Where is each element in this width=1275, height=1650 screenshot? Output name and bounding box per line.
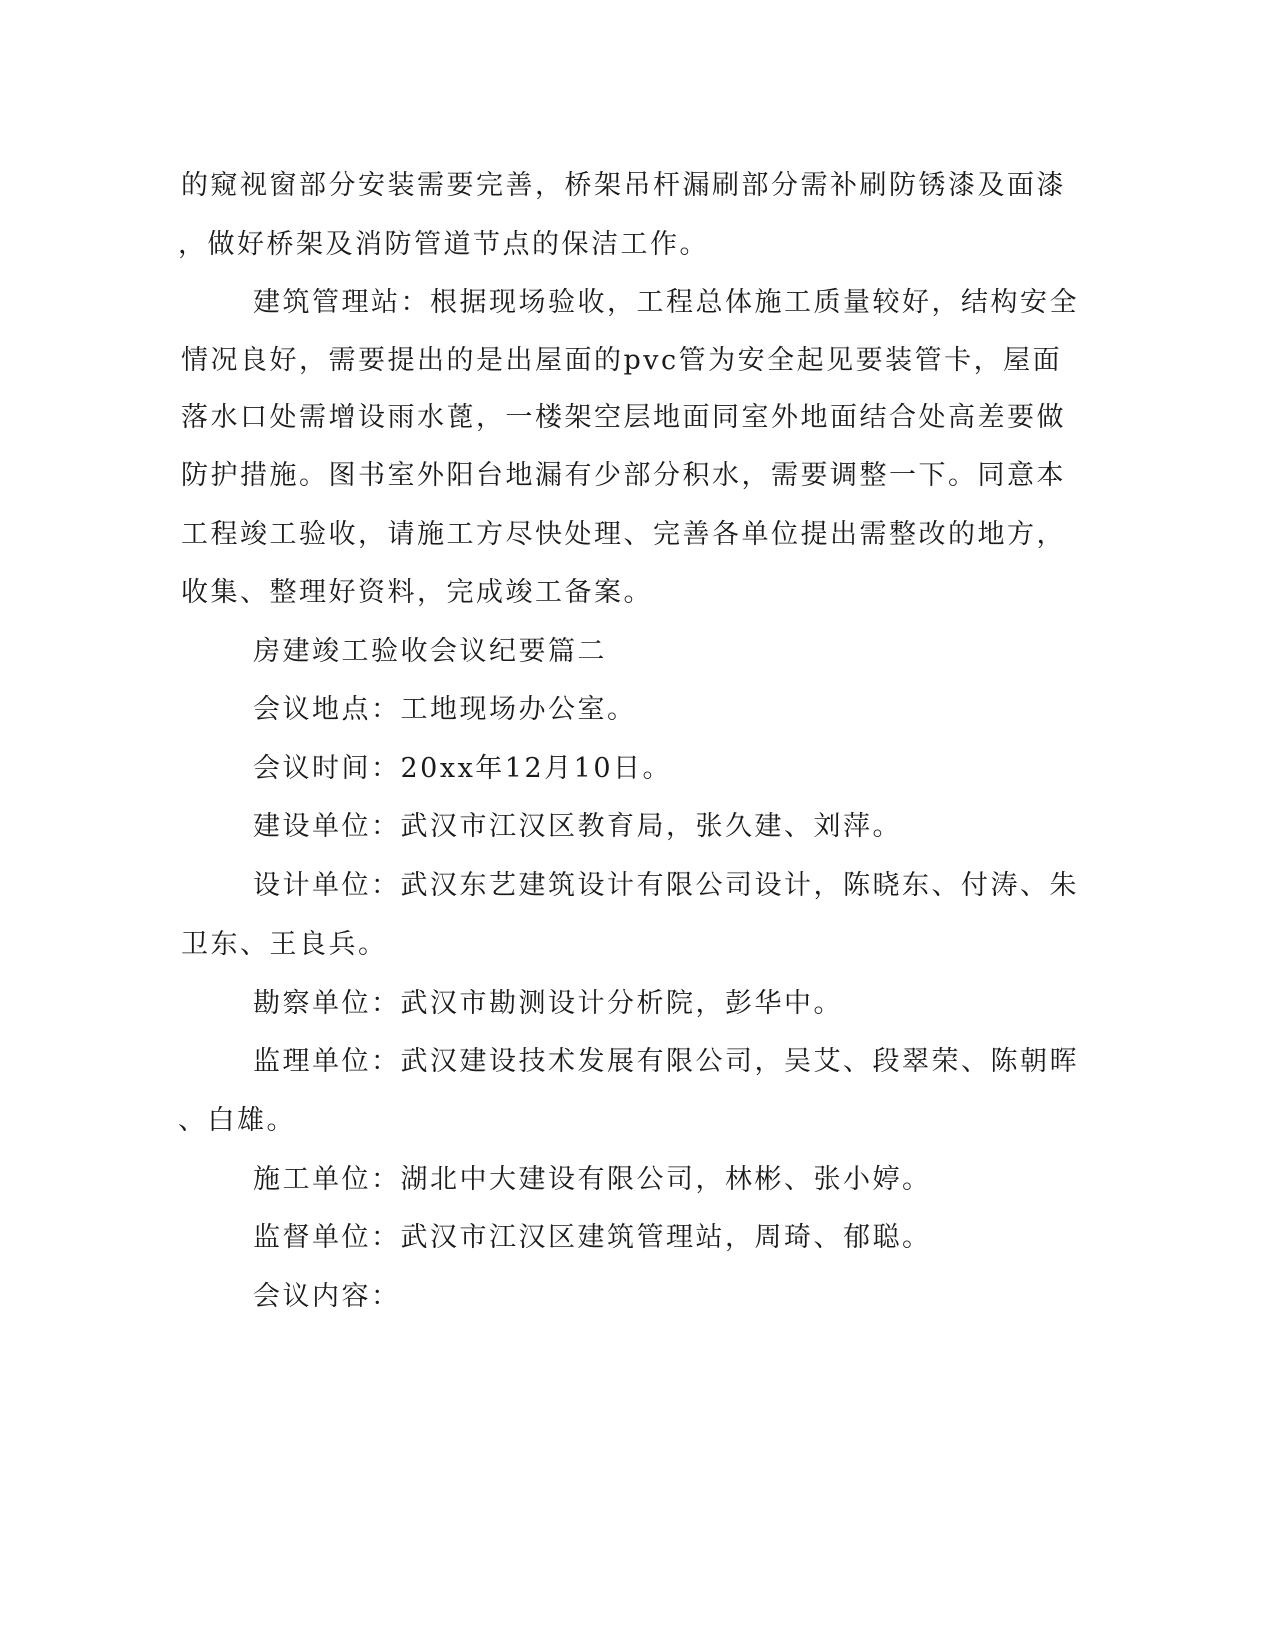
meeting-content-label: 会议内容：	[253, 1281, 401, 1312]
text-line: 落水口处需增设雨水蓖，一楼架空层地面同室外地面结合处高差要做	[181, 402, 1066, 433]
section-heading: 房建竣工验收会议纪要篇二	[253, 636, 607, 667]
oversight-unit: 监督单位：武汉市江汉区建筑管理站，周琦、郁聪。	[253, 1222, 932, 1253]
construction-unit: 建设单位：武汉市江汉区教育局，张久建、刘萍。	[253, 811, 902, 842]
survey-unit: 勘察单位：武汉市勘测设计分析院，彭华中。	[253, 988, 843, 1019]
text-line: 工程竣工验收，请施工方尽快处理、完善各单位提出需整改的地方，	[181, 519, 1066, 550]
meeting-time: 会议时间：20xx年12月10日。	[253, 753, 673, 784]
text-line: 情况良好，需要提出的是出屋面的pvc管为安全起见要装管卡，屋面	[181, 345, 1063, 376]
text-line: 防护措施。图书室外阳台地漏有少部分积水，需要调整一下。同意本	[181, 460, 1066, 491]
design-unit: 设计单位：武汉东艺建筑设计有限公司设计，陈晓东、付涛、朱	[253, 870, 1079, 901]
text-line: 的窥视窗部分安装需要完善，桥架吊杆漏刷部分需补刷防锈漆及面漆	[181, 170, 1066, 201]
meeting-location: 会议地点：工地现场办公室。	[253, 694, 637, 725]
paragraph-first-line: 建筑管理站：根据现场验收，工程总体施工质量较好，结构安全	[253, 287, 1079, 318]
contractor-unit: 施工单位：湖北中大建设有限公司，林彬、张小婷。	[253, 1164, 932, 1195]
text-line: 、白雄。	[178, 1105, 296, 1136]
supervision-unit: 监理单位：武汉建设技术发展有限公司，吴艾、段翠荣、陈朝晖	[253, 1046, 1079, 1077]
text-line: ，做好桥架及消防管道节点的保洁工作。	[178, 229, 709, 260]
text-line: 收集、整理好资料，完成竣工备案。	[181, 577, 653, 608]
text-line: 卫东、王良兵。	[181, 929, 388, 960]
